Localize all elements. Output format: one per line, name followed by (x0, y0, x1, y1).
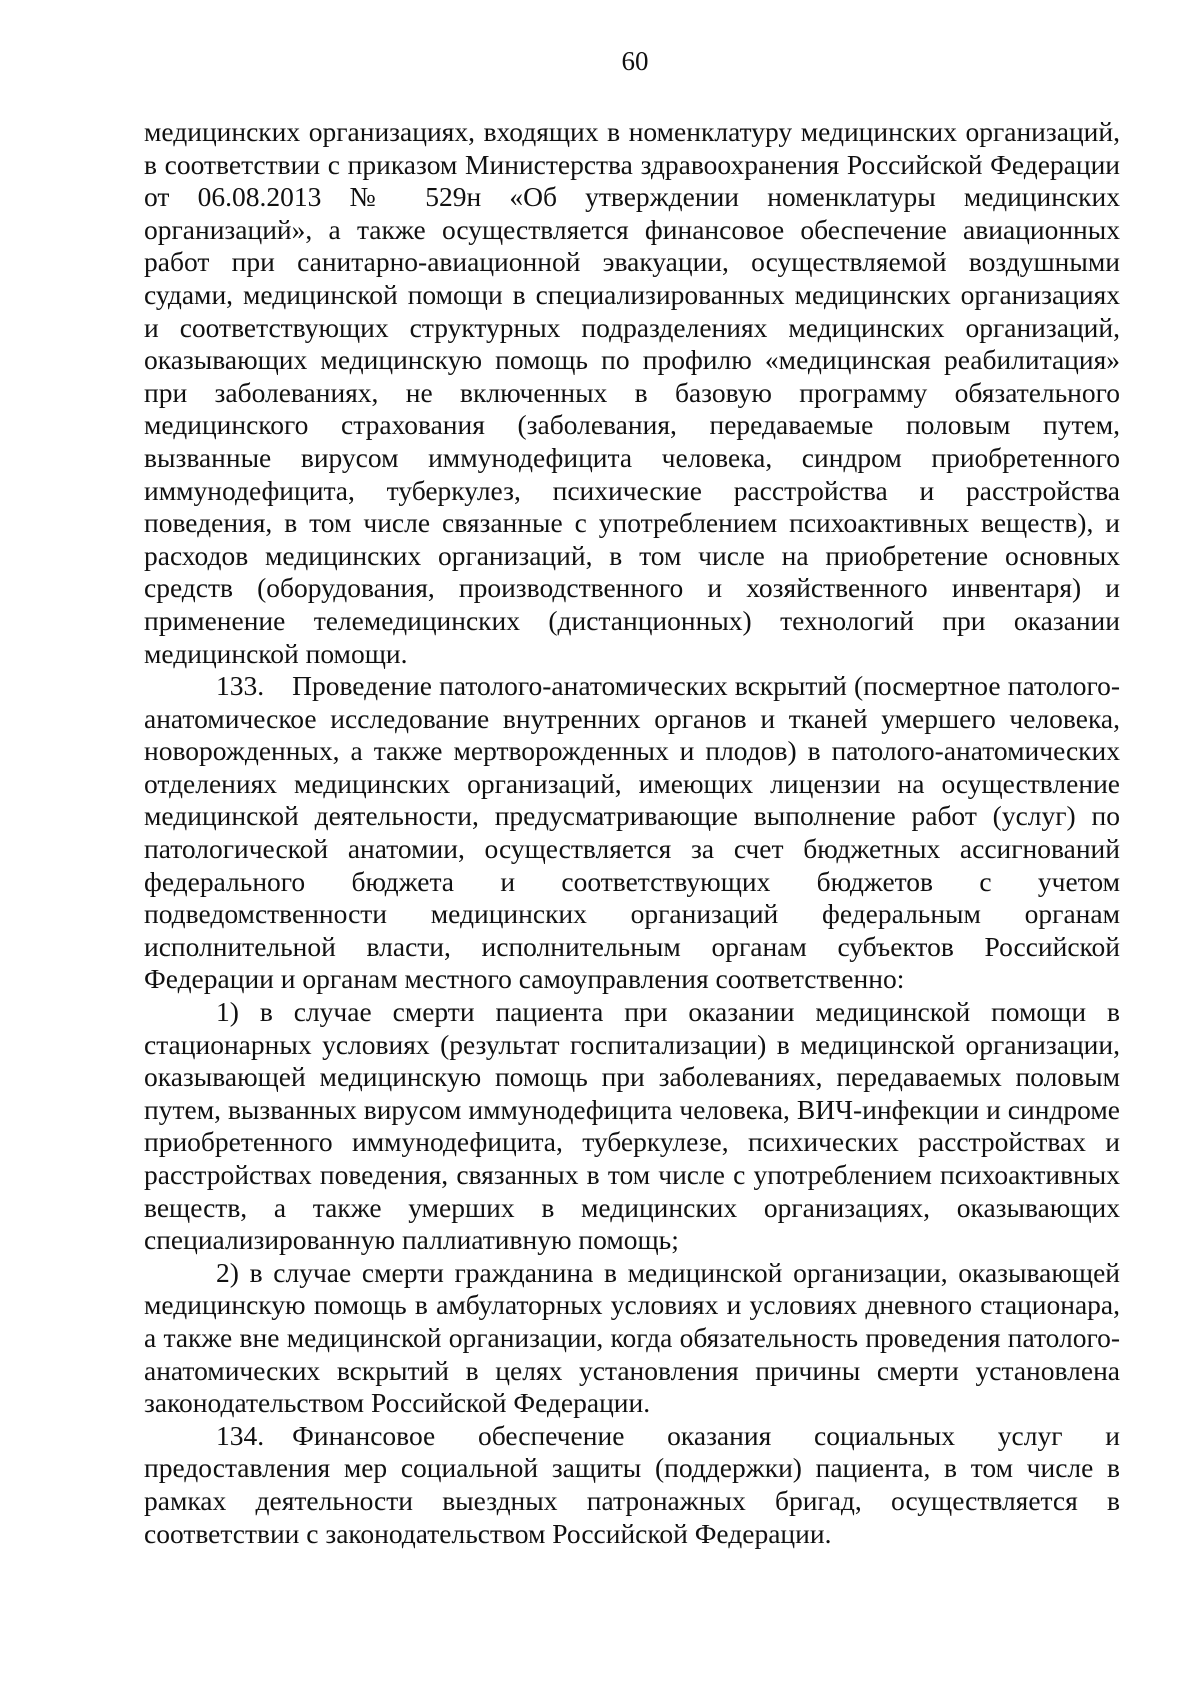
paragraph-number: 133. (216, 670, 265, 702)
paragraph-text: медицинских организациях, входящих в номенклатуру медицинских организаций, в соответствии с приказом Министерства здравоохранения Российской Федерации от 06.08.2013 № 529н «Об утверждении номенклатуры медицинских организаций», а также осуществляется финансовое обеспечение авиационных работ при санитарно-авиационной эвакуации, осуществляемой воздушными судами, медицинской помощи в специализированных медицинских организациях и соответствующих структурных подразделениях медицинских организаций, оказывающих медицинскую помощь по профилю «медицинская реабилитация» при заболеваниях, не включенных в базовую программу обязательного медицинского страхования (заболевания, передаваемые половым путем, вызванные вирусом иммунодефицита человека, синдром приобретенного иммунодефицита, туберкулез, психические расстройства и расстройства поведения, в том числе связанные с употреблением психоактивных веществ), и расходов медицинских организаций, в том числе на приобретение основных средств (оборудования, производственного и хозяйственного инвентаря) и применение телемедицинских (дистанционных) технологий при оказании медицинской помощи. (144, 116, 1120, 669)
page-number: 60 (621, 46, 649, 76)
paragraph-item-133-2 (144, 1257, 1120, 1420)
document-body (144, 116, 1120, 1550)
paragraph-continuation (144, 116, 1120, 670)
paragraph-number: 134. (216, 1419, 265, 1451)
paragraph-item-133-1 (144, 996, 1120, 1257)
paragraph-text: Проведение патолого-анатомических вскрытий (посмертное патолого-анатомическое исследование внутренних органов и тканей умершего человека, новорожденных, а также мертворожденных и плодов) в патолого-анатомических отделениях медицинских организаций, имеющих лицензии на осуществление медицинской деятельности, предусматривающие выполнение работ (услуг) по патологической анатомии, осуществляется за счет бюджетных ассигнований федерального бюджета и соответствующих бюджетов с учетом подведомственности медицинских организаций федеральным органам исполнительной власти, исполнительным органам субъектов Российской Федерации и органам местного самоуправления соответственно: (144, 670, 1120, 995)
paragraph-item-133 (144, 670, 1120, 996)
paragraph-text: 2) в случае смерти гражданина в медицинской организации, оказывающей медицинскую помощь в амбулаторных условиях и условиях дневного стационара, а также вне медицинской организации, когда обязательность проведения патолого-анатомических вскрытий в целях установления причины смерти установлена законодательством Российской Федерации. (144, 1256, 1120, 1419)
paragraph-item-134 (144, 1420, 1120, 1550)
paragraph-text: 1) в случае смерти пациента при оказании медицинской помощи в стационарных условиях (результат госпитализации) в медицинской организации, оказывающей медицинскую помощь при заболеваниях, передаваемых половым путем, вызванных вирусом иммунодефицита человека, ВИЧ-инфекции и синдроме приобретенного иммунодефицита, туберкулезе, психических расстройствах и расстройствах поведения, связанных в том числе с употреблением психоактивных веществ, а также умерших в медицинских организациях, оказывающих специализированную паллиативную помощь; (144, 996, 1120, 1256)
paragraph-text: Финансовое обеспечение оказания социальных услуг и предоставления мер социальной защиты (поддержки) пациента, в том числе в рамках деятельности выездных патронажных бригад, осуществляется в соответствии с законодательством Российской Федерации. (144, 1419, 1120, 1549)
